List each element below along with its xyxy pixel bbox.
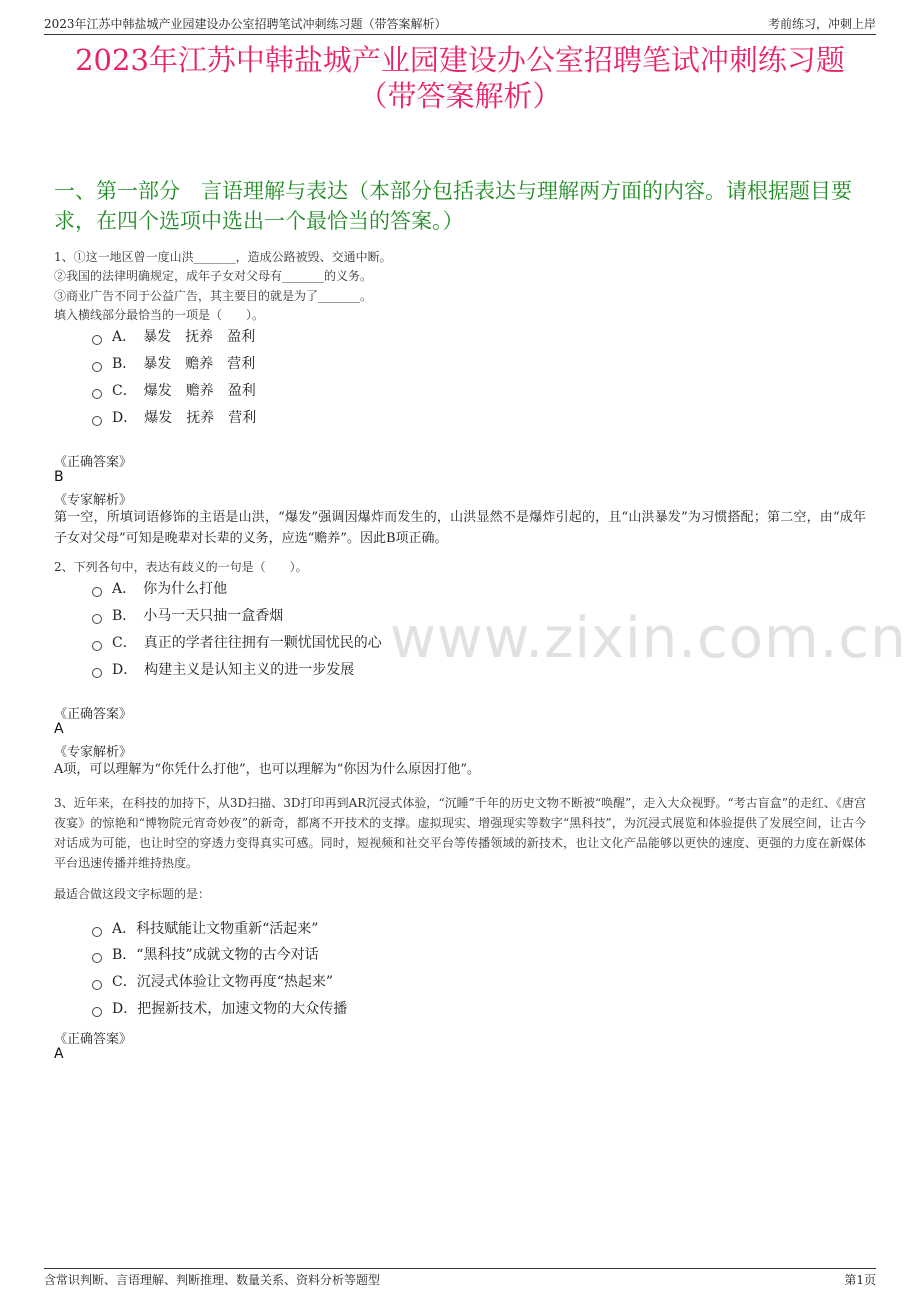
option-label: C． 真正的学者往往拥有一颗忧国忧民的心: [112, 635, 382, 651]
q1-analysis-text: 第一空，所填词语修饰的主语是山洪，“爆发”强调因爆炸而发生的，山洪显然不是爆炸引起的，且“山洪暴发”为习惯搭配；第二空，由“成年子女对父母”可知是晚辈对长辈的义务，应选“赡养”。因此B项正确。: [54, 510, 866, 546]
watermark: www.zixin.com.cn: [390, 606, 907, 671]
option-label: C．沉浸式体验让文物再度“热起来”: [112, 974, 334, 990]
q1-option-c[interactable]: [92, 381, 256, 401]
q2-option-b[interactable]: [92, 606, 283, 626]
radio-icon[interactable]: [92, 362, 102, 372]
q1-option-b[interactable]: [92, 354, 255, 374]
option-label: A．科技赋能让文物重新“活起来”: [112, 921, 319, 937]
radio-icon[interactable]: [92, 335, 102, 345]
page-number: 第1页: [844, 1273, 876, 1287]
q1-stem-line: ②我国的法律明确规定，成年子女对父母有_______的义务。: [54, 269, 373, 283]
option-label: D．把握新技术，加速文物的大众传播: [112, 1001, 348, 1017]
radio-icon[interactable]: [92, 1007, 102, 1017]
q1-analysis-label: 《专家解析》: [54, 493, 133, 508]
option-label: B．“黑科技”成就文物的古今对话: [112, 947, 319, 963]
option-label: A． 你为什么打他: [112, 581, 228, 597]
q2-option-d[interactable]: [92, 660, 354, 680]
radio-icon[interactable]: [92, 614, 102, 624]
q2-analysis-label: 《专家解析》: [54, 745, 133, 760]
q1-answer-label: 《正确答案》: [54, 455, 133, 470]
q3-option-d[interactable]: [92, 999, 347, 1019]
header-divider: [44, 34, 876, 35]
option-label: B． 暴发 赡养 营利: [112, 356, 256, 372]
radio-icon[interactable]: [92, 668, 102, 678]
radio-icon[interactable]: [92, 953, 102, 963]
option-label: D． 爆发 抚养 营利: [112, 410, 257, 426]
footer-note: 含常识判断、言语理解、判断推理、数量关系、资料分析等题型: [44, 1273, 381, 1287]
page-subtitle: （带答案解析）: [358, 79, 562, 113]
q1-stem-line: 1、①这一地区曾一度山洪_______，造成公路被毁、交通中断。: [54, 250, 392, 264]
q3-answer-label: 《正确答案》: [54, 1032, 133, 1047]
q1-option-d[interactable]: [92, 408, 256, 428]
header-doc-title: 2023年江苏中韩盐城产业园建设办公室招聘笔试冲刺练习题（带答案解析）: [44, 17, 447, 31]
option-label: D． 构建主义是认知主义的进一步发展: [112, 662, 355, 678]
q2-answer-value: A: [54, 721, 64, 737]
radio-icon[interactable]: [92, 641, 102, 651]
footer-divider: [44, 1268, 876, 1269]
radio-icon[interactable]: [92, 927, 102, 937]
header-slogan: 考前练习，冲刺上岸: [767, 17, 876, 31]
q2-analysis-text: A项，可以理解为“你凭什么打他”，也可以理解为“你因为什么原因打他”。: [54, 762, 480, 777]
q1-stem-line: ③商业广告不同于公益广告，其主要目的就是为了_______。: [54, 289, 373, 303]
q2-stem: 2、下列各句中，表达有歧义的一句是（ ）。: [54, 560, 308, 574]
option-label: B． 小马一天只抽一盒香烟: [112, 608, 284, 624]
page-title: 2023年江苏中韩盐城产业园建设办公室招聘笔试冲刺练习题: [75, 43, 845, 77]
radio-icon[interactable]: [92, 389, 102, 399]
q2-option-a[interactable]: [92, 579, 227, 599]
section-heading: 一、第一部分 言语理解与表达（本部分包括表达与理解两方面的内容。请根据题目要求，在四个选项中选出一个最恰当的答案。）: [54, 179, 852, 233]
q3-option-c[interactable]: [92, 972, 333, 992]
option-label: A． 暴发 抚养 盈利: [112, 329, 256, 345]
q1-option-a[interactable]: [92, 327, 255, 347]
radio-icon[interactable]: [92, 980, 102, 990]
q1-answer-value: B: [54, 469, 64, 485]
q3-answer-value: A: [54, 1046, 64, 1062]
option-label: C． 爆发 赡养 盈利: [112, 383, 256, 399]
q3-question: 最适合做这段文字标题的是：: [54, 887, 211, 901]
radio-icon[interactable]: [92, 416, 102, 426]
q2-option-c[interactable]: [92, 633, 382, 653]
q3-option-a[interactable]: [92, 919, 318, 939]
radio-icon[interactable]: [92, 587, 102, 597]
q3-option-b[interactable]: [92, 945, 319, 965]
q3-stem: 3、近年来，在科技的加持下，从3D扫描、3D打印再到AR沉浸式体验，“沉睡”千年的历史文物不断被“唤醒”，走入大众视野。“考古盲盒”的走红、《唐宫夜宴》的惊艳和“博物院元宵奇妙夜”的新奇，都离不开技术的支撑。虚拟现实、增强现实等数字“黑科技”，为沉浸式展览和体验提供了发展空间，让古今对话成为可能，也让时空的穿透力变得真实可感。同时，短视频和社交平台等传播领域的新技术，也让文化产品能够以更快的速度、更强的力度在新媒体平台迅速传播并维持热度。: [54, 796, 866, 870]
q2-answer-label: 《正确答案》: [54, 707, 133, 722]
q1-stem-line: 填入横线部分最恰当的一项是（ ）。: [54, 308, 265, 322]
